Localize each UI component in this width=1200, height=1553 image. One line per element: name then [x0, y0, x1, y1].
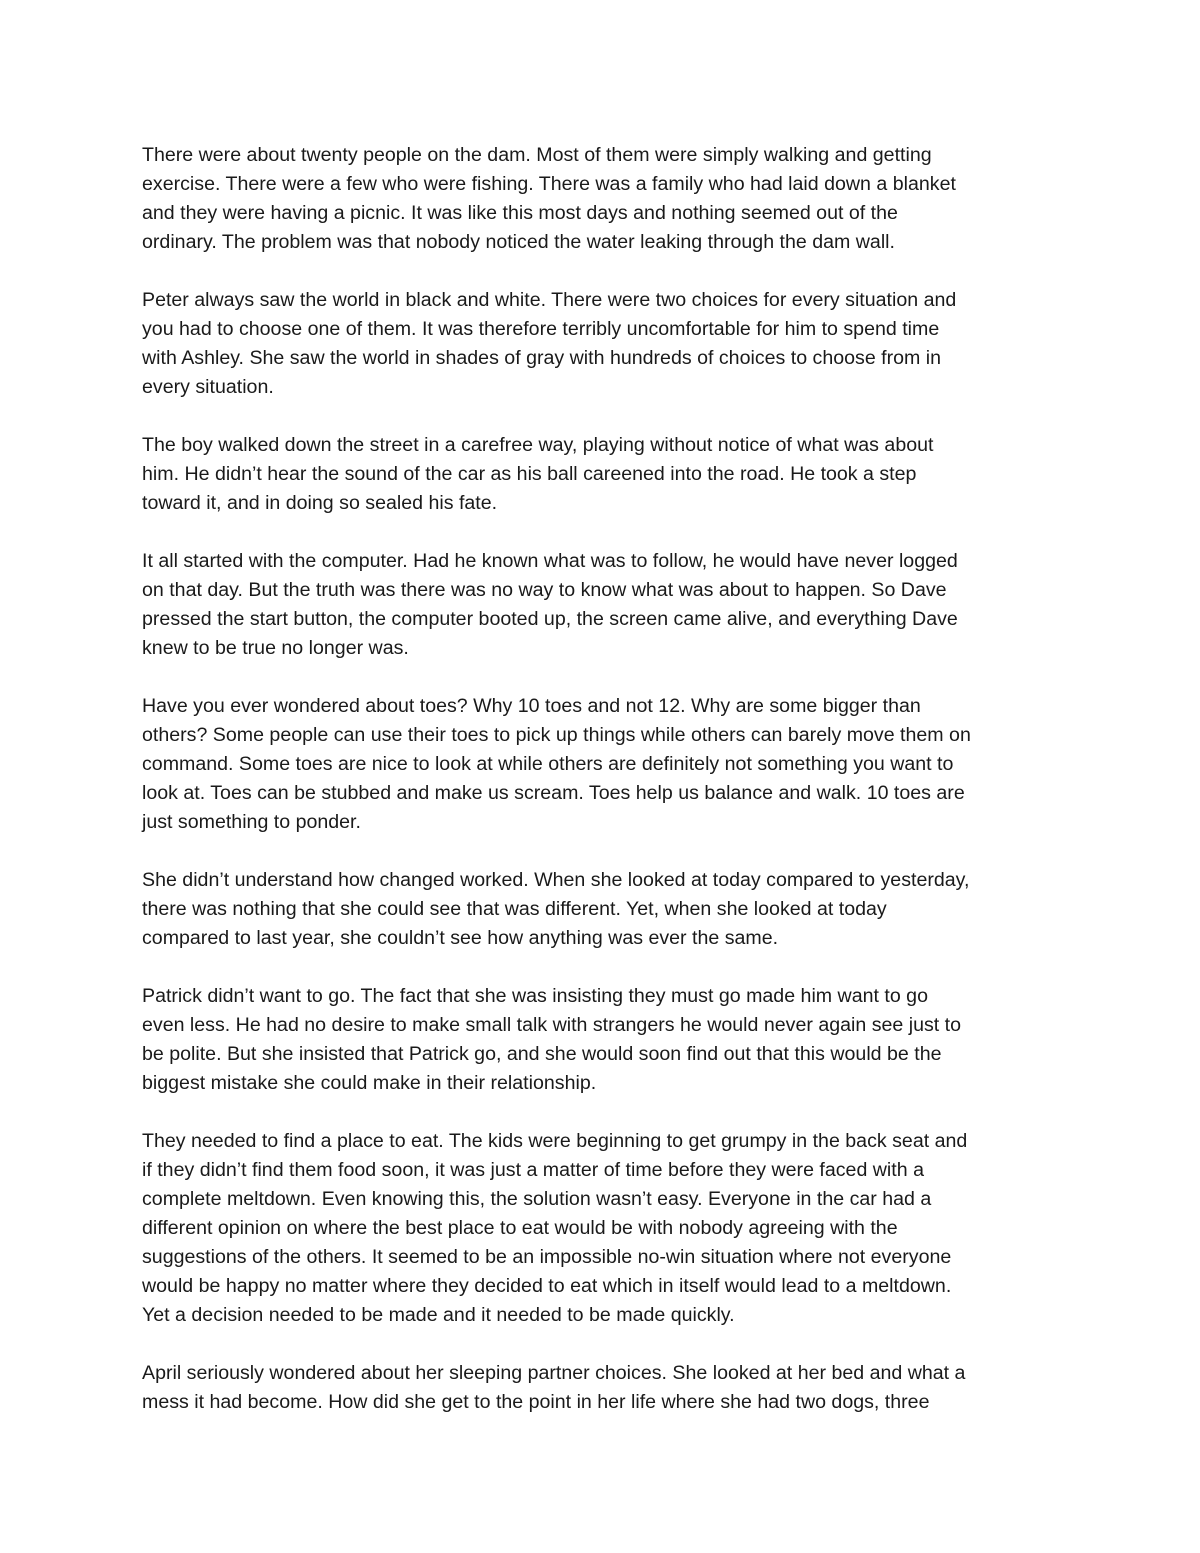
text-line: every situation. [142, 376, 274, 398]
text-line: him. He didn’t hear the sound of the car as his ball careened into the road. He took a step [142, 463, 917, 485]
text-line: if they didn’t find them food soon, it was just a matter of time before they were faced with a [142, 1159, 924, 1181]
text-line: complete meltdown. Even knowing this, the solution wasn’t easy. Everyone in the car had a [142, 1188, 932, 1210]
text-line: with Ashley. She saw the world in shades of gray with hundreds of choices to choose from in [142, 347, 942, 369]
text-line: you had to choose one of them. It was therefore terribly uncomfortable for him to spend time [142, 318, 940, 340]
text-line: be polite. But she insisted that Patrick go, and she would soon find out that this would be the [142, 1043, 942, 1065]
text-line: look at. Toes can be stubbed and make us scream. Toes help us balance and walk. 10 toes are [142, 782, 965, 804]
text-line: and they were having a picnic. It was like this most days and nothing seemed out of the [142, 202, 898, 224]
text-line: They needed to find a place to eat. The kids were beginning to get grumpy in the back seat and [142, 1130, 968, 1152]
paragraph-april [142, 1359, 1067, 1417]
text-line: others? Some people can use their toes to pick up things while others can barely move them on [142, 724, 971, 746]
text-line: Have you ever wondered about toes? Why 10 toes and not 12. Why are some bigger than [142, 695, 921, 717]
text-line: It all started with the computer. Had he known what was to follow, he would have never logged [142, 550, 958, 572]
text-line: mess it had become. How did she get to the point in her life where she had two dogs, three [142, 1391, 930, 1413]
text-line: just something to ponder. [142, 811, 361, 833]
text-line: The boy walked down the street in a carefree way, playing without notice of what was about [142, 434, 934, 456]
text-line: April seriously wondered about her sleeping partner choices. She looked at her bed and what a [142, 1362, 966, 1384]
paragraph-patrick [142, 982, 1067, 1098]
text-line: Peter always saw the world in black and white. There were two choices for every situation and [142, 289, 957, 311]
text-line: on that day. But the truth was there was no way to know what was about to happen. So Dave [142, 579, 947, 601]
paragraph-peter [142, 286, 1067, 402]
text-line: Patrick didn’t want to go. The fact that she was insisting they must go made him want to go [142, 985, 928, 1007]
paragraph-computer [142, 547, 1067, 663]
document-body [142, 141, 1067, 1446]
text-line: different opinion on where the best place to eat would be with nobody agreeing with the [142, 1217, 898, 1239]
paragraph-boy [142, 431, 1067, 518]
text-line: biggest mistake she could make in their relationship. [142, 1072, 597, 1094]
text-line: suggestions of the others. It seemed to be an impossible no-win situation where not everyone [142, 1246, 952, 1268]
text-line: ordinary. The problem was that nobody noticed the water leaking through the dam wall. [142, 231, 895, 253]
text-line: command. Some toes are nice to look at while others are definitely not something you want to [142, 753, 954, 775]
text-line: there was nothing that she could see that was different. Yet, when she looked at today [142, 898, 887, 920]
text-line: She didn’t understand how changed worked. When she looked at today compared to yesterday, [142, 869, 970, 891]
text-line: compared to last year, she couldn’t see how anything was ever the same. [142, 927, 779, 949]
text-line: even less. He had no desire to make small talk with strangers he would never again see just to [142, 1014, 962, 1036]
paragraph-dam [142, 141, 1067, 257]
text-line: pressed the start button, the computer booted up, the screen came alive, and everything Dave [142, 608, 958, 630]
text-line: would be happy no matter where they decided to eat which in itself would lead to a meltdown. [142, 1275, 952, 1297]
text-line: exercise. There were a few who were fishing. There was a family who had laid down a blanket [142, 173, 956, 195]
text-line: toward it, and in doing so sealed his fate. [142, 492, 498, 514]
paragraph-toes [142, 692, 1067, 837]
paragraph-change [142, 866, 1067, 953]
text-line: knew to be true no longer was. [142, 637, 409, 659]
text-line: Yet a decision needed to be made and it needed to be made quickly. [142, 1304, 735, 1326]
text-line: There were about twenty people on the dam. Most of them were simply walking and getting [142, 144, 932, 166]
paragraph-eat [142, 1127, 1067, 1330]
